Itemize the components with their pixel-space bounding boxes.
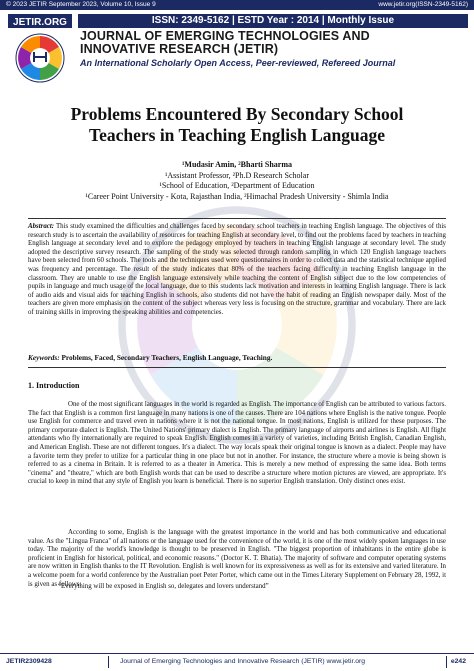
- author-departments: ¹School of Education, ²Department of Education: [159, 181, 315, 190]
- author-block: [20, 160, 454, 202]
- journal-url[interactable]: www.jetir.org(ISSN-2349-5162): [378, 1, 468, 8]
- journal-name: [80, 30, 470, 56]
- page-footer: [0, 653, 474, 671]
- page-number: e242: [450, 658, 466, 665]
- footer-separator: [446, 656, 447, 668]
- abstract-label: Abstract:: [28, 223, 55, 230]
- author-roles: ¹Assistant Professor, ²Ph.D Research Scholar: [164, 170, 309, 180]
- paragraph-1: One of the most significant languages in the world is regarded as English. The importance of English can be attributed to various factors. The fact that English is a common first language in many nations is one of the causes. There are 104 nations where English is the native tongue. People use English for commerce and travel even in nations where it is not the national tongue. In most nations, English is utilized for these purposes. The primary corporate dialect is English. The United Nations' primary dialect is English. The primary language of airports and airlines is English. All flight attendants who fly internationally are required to speak English. English comes in a variety of varieties, including British English, Canadian English, and American English. These are not different tongues. It's a dialect. The way locals speak their original tongue is known as a dialect. People may have a favorite term they prefer to utilize for a particular thing in one place but not in another. For instance, the structure where a movie is being shown is referred to as a cinema in Britain. It is referred to as a theater in America. This is merely a new method of expressing the same idea. Both terms "cinema" and "theatre," which are both English words that can be used to describe a structure where motion pictures are viewed, are appropriate. It's crucial to keep in mind that any style of English you learn is beneficial. There is no superior English translation. Only distinct ones exist.: [28, 401, 446, 486]
- top-info-bar: [0, 0, 474, 10]
- paragraph-2: According to some, English is the language with the greatest importance in the world and has both communicative and educational value. As the "Lingua Franca" of all nations or the language used for the convenience of the world, it is one of the most widely spoken languages in use today. The majority of the world's knowledge is thought to be preserved in English. "The biggest proportion of inhabitants in the entire globe is proficient in English for historical, political, and economic reasons." (Doctor K. T. Bhatia). The majority of software and computer operating systems are now written in English thanks to the IT Revolution. English is well known for its expressiveness as well as for its extensive and varied literature. In a welcome poem for a world conference by the Australian poet Peter Porter, which came out in the Times Literary Supplement on February 28, 1992, it is given as follows:: [28, 529, 446, 588]
- journal-name-line-1: JOURNAL OF EMERGING TECHNOLOGIES AND: [80, 29, 370, 43]
- paper-title: [20, 104, 454, 146]
- logo-text: JETIR.ORG: [13, 17, 67, 28]
- poem-quote: “Everything will be exposed in English so, delegates and lovers understand”: [58, 583, 269, 590]
- keywords-label: Keywords:: [28, 353, 60, 362]
- journal-name-line-2: INNOVATIVE RESEARCH (JETIR): [80, 42, 279, 56]
- footer-journal[interactable]: Journal of Emerging Technologies and Innovative Research (JETIR) www.jetir.org: [120, 658, 366, 665]
- masthead: [0, 10, 474, 90]
- keywords: [28, 353, 446, 362]
- divider-bottom: [28, 367, 446, 368]
- paper-title-line-2: Teachers in Teaching English Language: [89, 125, 385, 145]
- jetir-logo: [8, 14, 72, 88]
- copyright-text: © 2023 JETIR September 2023, Volume 10, Issue 9: [6, 1, 156, 8]
- issn-banner: ISSN: 2349-5162 | ESTD Year : 2014 | Monthly Issue: [78, 14, 468, 28]
- section-heading: 1. Introduction: [28, 381, 80, 390]
- author-names: ¹Mudasir Amin, ²Bharti Sharma: [182, 160, 292, 169]
- journal-tagline: An International Scholarly Open Access, Peer-reviewed, Refereed Journal: [80, 58, 396, 68]
- paper-id: JETIR2309428: [6, 658, 52, 665]
- divider-top: [28, 218, 446, 219]
- keywords-text: Problems, Faced, Secondary Teachers, English Language, Teaching.: [61, 353, 273, 362]
- footer-separator: [108, 656, 109, 668]
- abstract: [28, 223, 446, 318]
- abstract-text: This study examined the difficulties and challenges faced by secondary school teachers in teaching English language. The objectives of this research study is to ascertain the availability of resources for teaching English at secondary level, to find out the problems faced by teachers in teaching English language at secondary level and to explore the pedagogy employed by teachers in teaching English language at secondary level. The study adopted the descriptive survey research. The sampling of the study was selected through random sampling in which 120 English language teachers have been selected from 60 schools. The tools and the techniques used were questionnaires in order to collect data and the statistical technique applied was frequency and percentage. The result of the study indicates that 80% of the teachers facing difficulty in teaching English language in the classroom. They are unable to use the English language extensively while teaching the content of English subject due to the low competencies of pupils in language and much usage of the local language, due to this students lack motivation and interests in learning English language. There is lack of audio aids and visual aids for teaching English in schools, also students did not have the habit of reading an English newspaper daily. Most of the teachers are given more emphasis on the content of the subject whereas very less is focusing on the structure, grammar and vocabulary. There are lack of training skills in improving the speaking abilities and competencies.: [28, 223, 446, 316]
- paper-title-line-1: Problems Encountered By Secondary School: [70, 104, 404, 124]
- author-universities: ¹Career Point University - Kota, Rajasthan India, ²Himachal Pradesh University - Shimla India: [85, 191, 389, 201]
